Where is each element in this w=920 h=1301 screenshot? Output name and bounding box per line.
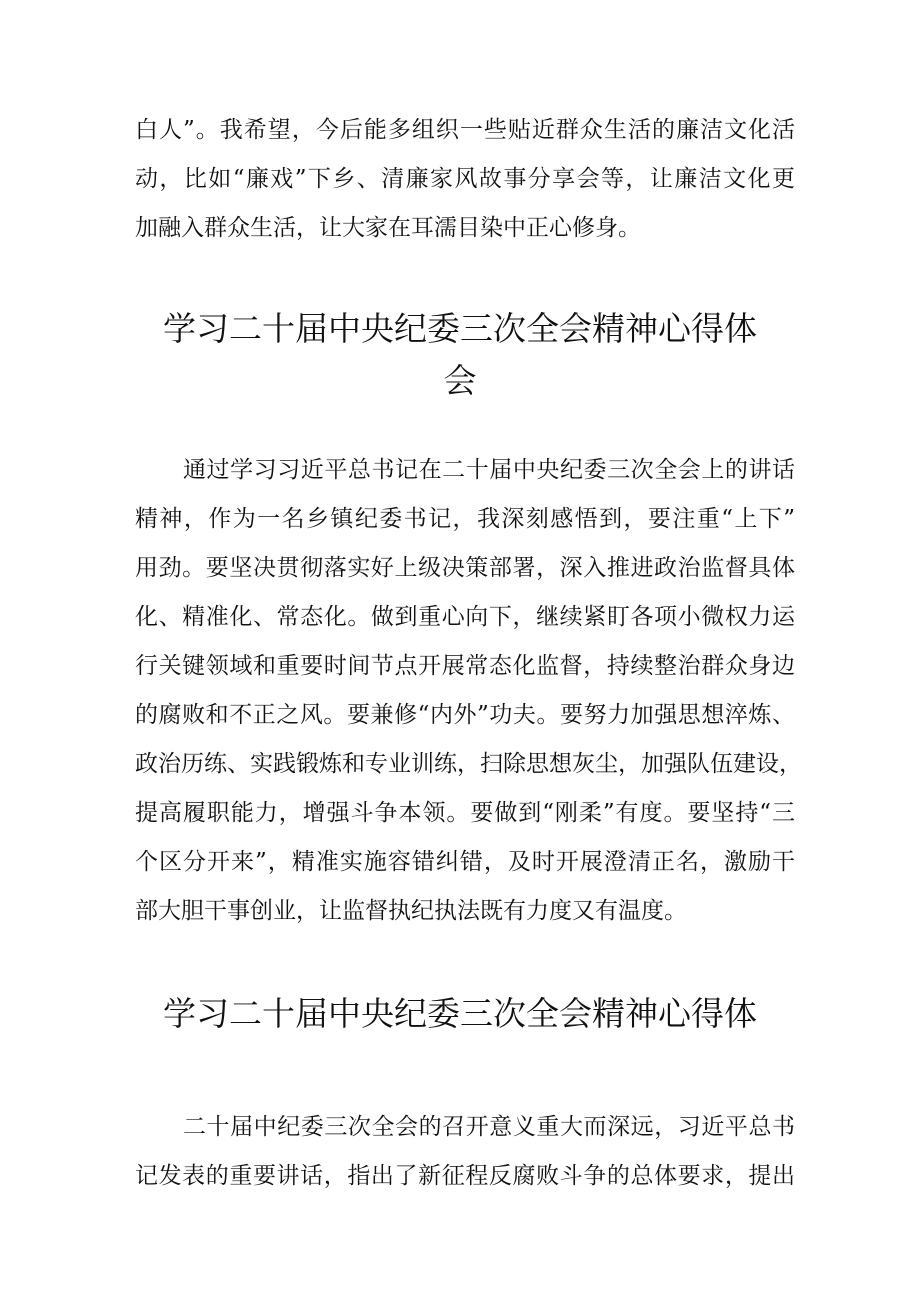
paragraph-line: 二十届中纪委三次全会的召开意义重大而深远，习近平总书 bbox=[183, 1114, 795, 1140]
article-title-continued: 会 bbox=[443, 361, 477, 400]
paragraph-line: 化、精准化、常态化。做到重心向下，继续紧盯各项小微权力运 bbox=[135, 604, 795, 630]
paragraph-line: 白人”。我希望，今后能多组织一些贴近群众生活的廉洁文化活 bbox=[135, 117, 795, 143]
article-title: 学习二十届中央纪委三次全会精神心得体 bbox=[163, 309, 757, 348]
paragraph-line: 动，比如“廉戏”下乡、清廉家风故事分享会等，让廉洁文化更 bbox=[135, 166, 795, 192]
paragraph-line: 精神，作为一名乡镇纪委书记，我深刻感悟到，要注重“上下” bbox=[135, 506, 795, 532]
paragraph-line: 政治历练、实践锻炼和专业训练，扫除思想灰尘，加强队伍建设， bbox=[135, 751, 802, 777]
paragraph-line: 通过学习习近平总书记在二十届中央纪委三次全会上的讲话 bbox=[183, 457, 795, 483]
paragraph-line: 个区分开来”，精准实施容错纠错，及时开展澄清正名，激励干 bbox=[135, 849, 795, 875]
paragraph-line: 部大胆干事创业，让监督执纪执法既有力度又有温度。 bbox=[135, 898, 687, 924]
paragraph-line: 行关键领域和重要时间节点开展常态化监督，持续整治群众身边 bbox=[135, 653, 795, 679]
article-title: 学习二十届中央纪委三次全会精神心得体 bbox=[163, 994, 757, 1033]
paragraph-line: 的腐败和不正之风。要兼修“内外”功夫。要努力加强思想淬炼、 bbox=[135, 702, 795, 728]
paragraph-line: 加融入群众生活，让大家在耳濡目染中正心修身。 bbox=[135, 215, 641, 241]
paragraph-line: 用劲。要坚决贯彻落实好上级决策部署，深入推进政治监督具体 bbox=[135, 555, 795, 581]
paragraph-line: 记发表的重要讲话，指出了新征程反腐败斗争的总体要求，提出 bbox=[135, 1163, 795, 1189]
paragraph-line: 提高履职能力，增强斗争本领。要做到“刚柔”有度。要坚持“三 bbox=[135, 800, 795, 826]
